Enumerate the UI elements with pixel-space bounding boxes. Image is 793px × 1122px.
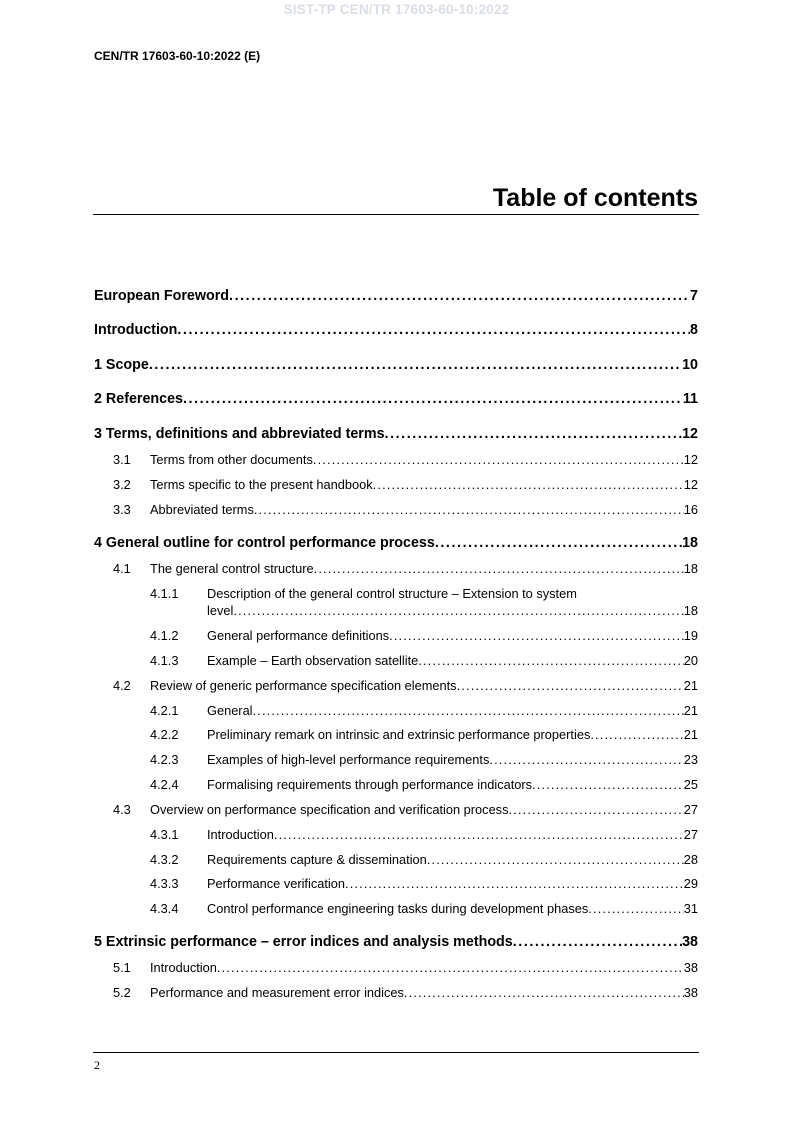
toc-entry-page: 27 [683,802,698,817]
toc-entry-title: Description of the general control structure – Extension to system [207,586,577,601]
toc-entry-page: 8 [690,322,698,338]
dot-leader [532,777,684,792]
toc-entry-title: Formalising requirements through performance indicators [207,777,533,792]
toc-entry-number: 5.2 [113,985,131,1000]
toc-entry-4-3-4[interactable] [94,901,698,916]
toc-entry-4-1[interactable] [94,561,698,576]
toc-entry-terms[interactable] [94,426,698,442]
toc-entry-4-2-3[interactable] [94,752,698,767]
toc-entry-title: Requirements capture & dissemination [207,852,427,867]
toc-entry-title: Performance and measurement error indices [150,985,404,1000]
toc-entry-title: 1 Scope [94,357,149,373]
toc-entry-title: Introduction [150,960,217,975]
watermark: SIST-TP CEN/TR 17603-60-10:2022 [283,2,510,17]
toc-entry-page: 12 [682,426,698,442]
dot-leader [183,391,683,407]
toc-entry-page: 18 [683,603,698,618]
toc-entry-4-1-2[interactable] [94,628,698,643]
toc-entry-title: Preliminary remark on intrinsic and extrinsic performance properties [207,727,591,742]
toc-entry-european-foreword[interactable] [94,288,698,304]
toc-entry-number: 4.2.3 [150,752,179,767]
page-number: 2 [94,1058,100,1072]
toc-entry-title: Control performance engineering tasks during development phases [207,901,589,916]
toc-entry-extrinsic-performance[interactable] [94,934,698,950]
dot-leader [513,934,682,950]
toc-entry-4-2-4[interactable] [94,777,698,792]
toc-entry-4-1-3[interactable] [94,653,698,668]
toc-entry-number: 4.1 [113,561,131,576]
toc-entry-introduction[interactable] [94,322,698,338]
toc-entry-title: Introduction [207,827,274,842]
toc-entry-page: 23 [683,752,698,767]
toc-entry-5-1[interactable] [94,960,698,975]
toc-entry-number: 4.2 [113,678,131,693]
toc-entry-title: 3 Terms, definitions and abbreviated terms [94,426,385,442]
toc-entry-page: 21 [683,727,698,742]
toc-entry-title: Overview on performance specification and verification process [150,802,509,817]
toc-entry-page: 18 [683,561,698,576]
toc-entry-number: 4.2.4 [150,777,179,792]
dot-leader [435,535,682,551]
dot-leader [373,477,684,492]
toc-entry-4-3[interactable] [94,802,698,817]
toc-entry-number: 4.3.3 [150,876,179,891]
dot-leader [427,852,684,867]
toc-entry-page: 7 [690,288,698,304]
dot-leader [229,288,690,304]
toc-entry-page: 19 [683,628,698,643]
dot-leader [313,452,684,467]
toc-entry-3-1[interactable] [94,452,698,467]
toc-entry-4-2-1[interactable] [94,703,698,718]
toc-entry-4-1-1-line1[interactable] [94,586,698,601]
dot-leader [253,703,684,718]
toc-entry-4-3-3[interactable] [94,876,698,891]
footer-rule [93,1052,699,1053]
toc-entry-title: Terms specific to the present handbook [150,477,373,492]
dot-leader [177,322,690,338]
dot-leader [457,678,684,693]
document-id: CEN/TR 17603-60-10:2022 (E) [94,49,261,63]
toc-entry-page: 11 [682,391,698,407]
dot-leader [590,727,683,742]
toc-entry-title: Terms from other documents [150,452,313,467]
toc-entry-page: 25 [683,777,698,792]
toc-entry-references[interactable] [94,391,698,407]
toc-entry-title: Review of generic performance specification elements [150,678,457,693]
toc-entry-3-2[interactable] [94,477,698,492]
toc-entry-number: 4.3.4 [150,901,179,916]
dot-leader [254,502,684,517]
toc-entry-number: 4.1.2 [150,628,179,643]
dot-leader [418,653,684,668]
toc-entry-title: 4 General outline for control performance process [94,535,435,551]
toc-entry-title: General performance definitions [207,628,390,643]
dot-leader [389,628,684,643]
toc-entry-scope[interactable] [94,357,698,373]
dot-leader [508,802,683,817]
toc-entry-page: 27 [683,827,698,842]
toc-entry-title: Example – Earth observation satellite [207,653,419,668]
toc-entry-page: 29 [683,876,698,891]
toc-entry-title: Introduction [94,322,178,338]
toc-entry-title: European Foreword [94,288,230,304]
toc-entry-4-2[interactable] [94,678,698,693]
dot-leader [345,876,684,891]
toc-entry-3-3[interactable] [94,502,698,517]
toc-entry-title: The general control structure [150,561,314,576]
toc-entry-title: Abbreviated terms [150,502,254,517]
dot-leader [149,357,682,373]
toc-entry-number: 3.1 [113,452,131,467]
toc-entry-page: 38 [682,934,698,950]
toc-entry-title: Performance verification [207,876,345,891]
toc-entry-4-2-2[interactable] [94,727,698,742]
dot-leader [217,960,684,975]
toc-entry-number: 3.3 [113,502,131,517]
toc-entry-page: 10 [682,357,698,373]
toc-entry-page: 12 [683,452,698,467]
toc-entry-number: 4.1.1 [150,586,179,601]
toc-entry-5-2[interactable] [94,985,698,1000]
toc-entry-page: 38 [683,985,698,1000]
dot-leader [588,901,683,916]
toc-entry-number: 4.3.2 [150,852,179,867]
dot-leader [385,426,683,442]
toc-entry-4-1-1-line2[interactable] [94,603,698,618]
toc-entry-title: 5 Extrinsic performance – error indices and analysis methods [94,934,513,950]
dot-leader [314,561,684,576]
toc-entry-title: General [207,703,253,718]
toc-entry-number: 3.2 [113,477,131,492]
dot-leader [274,827,684,842]
toc-entry-general-outline[interactable] [94,535,698,551]
dot-leader [233,603,683,618]
toc-entry-number: 4.1.3 [150,653,179,668]
toc-entry-number: 4.3 [113,802,131,817]
toc-entry-page: 28 [683,852,698,867]
toc-entry-title-continued: level [207,603,234,618]
toc-entry-number: 4.2.2 [150,727,179,742]
toc-entry-4-3-2[interactable] [94,852,698,867]
toc-entry-page: 16 [683,502,698,517]
toc-entry-page: 31 [683,901,698,916]
dot-leader [404,985,684,1000]
dot-leader [489,752,683,767]
toc-entry-page: 20 [683,653,698,668]
toc-entry-4-3-1[interactable] [94,827,698,842]
toc-entry-page: 21 [683,703,698,718]
toc-entry-page: 21 [683,678,698,693]
title-rule [93,214,699,215]
toc-entry-title: 2 References [94,391,184,407]
toc-heading: Table of contents [492,184,698,212]
toc-entry-page: 12 [683,477,698,492]
toc-entry-number: 5.1 [113,960,131,975]
toc-entry-number: 4.3.1 [150,827,179,842]
toc-entry-number: 4.2.1 [150,703,179,718]
toc-entry-page: 18 [682,535,698,551]
toc-entry-page: 38 [683,960,698,975]
toc-entry-title: Examples of high-level performance requirements [207,752,490,767]
